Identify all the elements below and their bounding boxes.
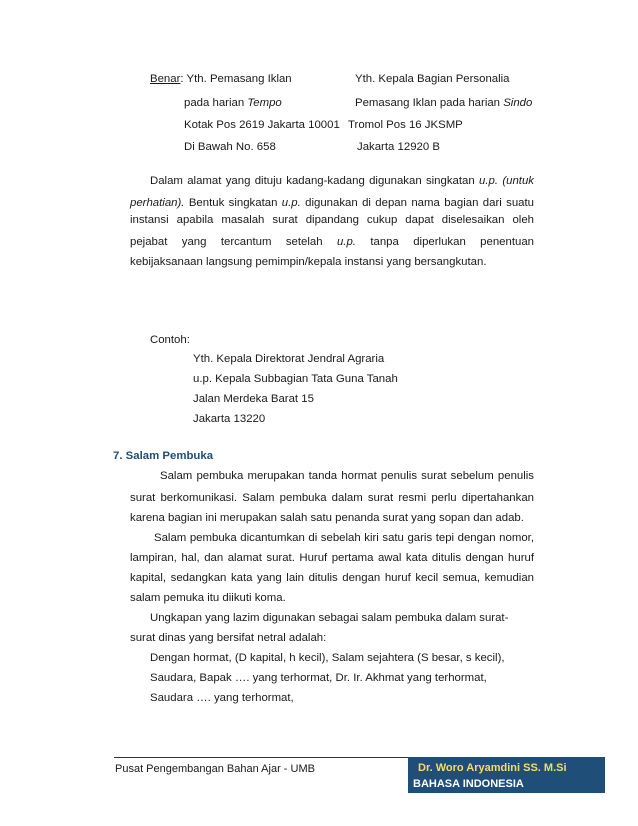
paragraph-line <box>150 175 534 187</box>
left-address-line: Kotak Pos 2619 Jakarta 10001 <box>184 119 340 131</box>
contoh-label: Contoh: <box>150 334 190 346</box>
paragraph-line: lampiran, hal, dan alamat surat. Huruf pertama awal kata ditulis dengan huruf <box>130 552 534 564</box>
paragraph-line: surat berkomunikasi. Salam pembuka dalam surat resmi perlu dipertahankan <box>130 492 534 504</box>
text-italic: perhatian). <box>130 197 185 209</box>
right-address-line <box>355 97 532 109</box>
paragraph-line: kebijaksanaan langsung pemimpin/kepala instansi yang bersangkutan. <box>130 256 487 268</box>
paragraph-line: Salam pembuka merupakan tanda hormat penulis surat sebelum penulis <box>160 470 534 482</box>
paragraph-line: karena bagian ini merupakan salah satu penanda surat yang sopan dan adab. <box>130 512 524 524</box>
example-address-line: Yth. Kepala Direktorat Jendral Agraria <box>193 353 385 365</box>
text-italic: u.p. (untuk <box>479 175 534 187</box>
right-address-line: Yth. Kepala Bagian Personalia <box>355 73 510 85</box>
example-address-line: Jakarta 13220 <box>193 413 266 425</box>
paragraph-line: surat dinas yang bersifat netral adalah: <box>130 632 327 644</box>
left-address-line: Di Bawah No. 658 <box>184 141 276 153</box>
newspaper-name: Tempo <box>247 97 282 109</box>
left-address-line: Yth. Pemasang Iklan <box>186 73 292 85</box>
right-address-text: Pemasang Iklan pada harian <box>355 97 504 109</box>
paragraph-line: Dengan hormat, (D kapital, h kecil), Salam sejahtera (S besar, s kecil), <box>150 652 505 664</box>
paragraph-line: kapital, sedangkan kata yang lain ditulis dengan huruf kecil semua, kemudian <box>130 572 534 584</box>
footer-author-box <box>408 757 605 793</box>
benar-label: Benar <box>150 73 181 85</box>
example-address-line: Jalan Merdeka Barat 15 <box>193 393 314 405</box>
benar-line-1: Benar: Yth. Pemasang Iklan <box>150 73 292 85</box>
newspaper-name: Sindo <box>503 97 533 109</box>
text-italic: u.p. <box>281 197 301 209</box>
paragraph-line: salam pemuka itu diikuti koma. <box>130 592 286 604</box>
right-address-line: Tromol Pos 16 JKSMP <box>348 119 463 131</box>
paragraph-line <box>130 236 534 248</box>
left-address-line <box>184 97 282 109</box>
text: pejabat yang tercantum setelah <box>130 236 337 248</box>
paragraph-line: instansi apabila masalah surat dipandang cukup dapat diselesaikan oleh <box>130 214 534 226</box>
text: Dalam alamat yang dituju kadang-kadang digunakan singkatan <box>150 175 480 187</box>
text: tanpa diperlukan penentuan <box>355 236 535 248</box>
text: Bentuk singkatan <box>184 197 282 209</box>
text-italic: u.p. <box>336 236 356 248</box>
paragraph-line <box>130 197 534 209</box>
example-address-line: u.p. Kepala Subbagian Tata Guna Tanah <box>193 373 398 385</box>
paragraph-line: Salam pembuka dicantumkan di sebelah kiri satu garis tepi dengan nomor, <box>154 532 534 544</box>
footer-author: Dr. Woro Aryamdini SS. M.Si <box>418 762 567 774</box>
footer-rule <box>114 757 410 758</box>
section-heading: 7. Salam Pembuka <box>113 450 214 462</box>
left-address-text: pada harian <box>184 97 248 109</box>
paragraph-line: Saudara …. yang terhormat, <box>150 692 294 704</box>
text: digunakan di depan nama bagian dari suatu <box>300 197 534 209</box>
paragraph-line: Ungkapan yang lazim digunakan sebagai salam pembuka dalam surat- <box>150 612 509 624</box>
right-address-line: Jakarta 12920 B <box>357 141 440 153</box>
paragraph-line: Saudara, Bapak …. yang terhormat, Dr. Ir. Akhmat yang terhormat, <box>150 672 487 684</box>
footer-subject: BAHASA INDONESIA <box>413 778 524 790</box>
footer-institution: Pusat Pengembangan Bahan Ajar - UMB <box>115 763 315 775</box>
